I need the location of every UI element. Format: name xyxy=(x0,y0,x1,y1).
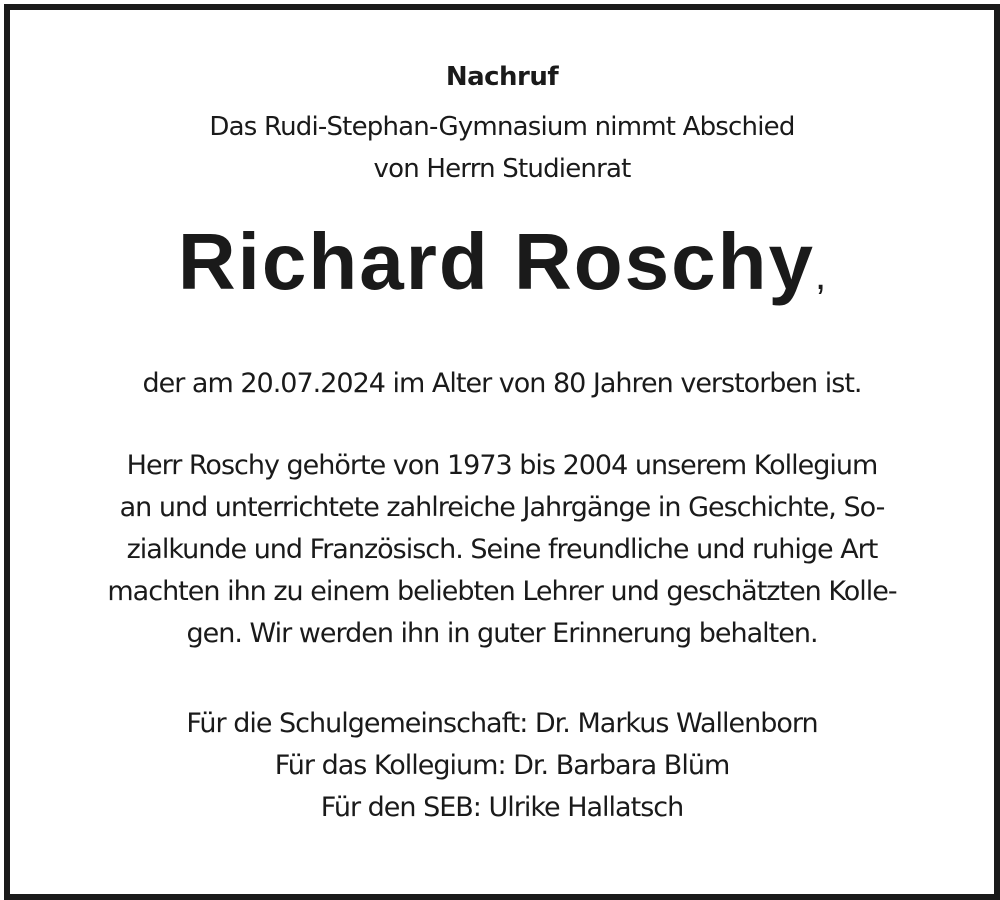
paragraph-line-4: machten ihn zu einem beliebten Lehrer und geschätzten Kolle- xyxy=(107,576,897,607)
name-comma: , xyxy=(814,254,827,298)
paragraph-line-1: Herr Roschy gehörte von 1973 bis 2004 unserem Kollegium xyxy=(126,450,878,481)
paragraph-line-5: gen. Wir werden ihn in guter Erinnerung behalten. xyxy=(186,618,818,649)
signature-school-community: Für die Schulgemeinschaft: Dr. Markus Wallenborn xyxy=(186,708,818,739)
notice-border-frame xyxy=(4,4,1000,900)
intro-line-2: von Herrn Studienrat xyxy=(373,154,631,184)
signature-parents-council: Für den SEB: Ulrike Hallatsch xyxy=(320,792,684,823)
deceased-name xyxy=(10,216,994,308)
paragraph-line-3: zialkunde und Französisch. Seine freundliche und ruhige Art xyxy=(126,534,878,565)
intro-line-1: Das Rudi-Stephan-Gymnasium nimmt Abschied xyxy=(209,112,795,142)
signature-staff: Für das Kollegium: Dr. Barbara Blüm xyxy=(274,750,730,781)
obituary-notice xyxy=(10,10,994,894)
deceased-name-text: Richard Roschy xyxy=(177,217,815,306)
notice-heading: Nachruf xyxy=(445,62,559,92)
death-date-line: der am 20.07.2024 im Alter von 80 Jahren verstorben ist. xyxy=(142,368,862,399)
paragraph-line-2: an und unterrichtete zahlreiche Jahrgänge in Geschichte, So- xyxy=(119,492,885,523)
